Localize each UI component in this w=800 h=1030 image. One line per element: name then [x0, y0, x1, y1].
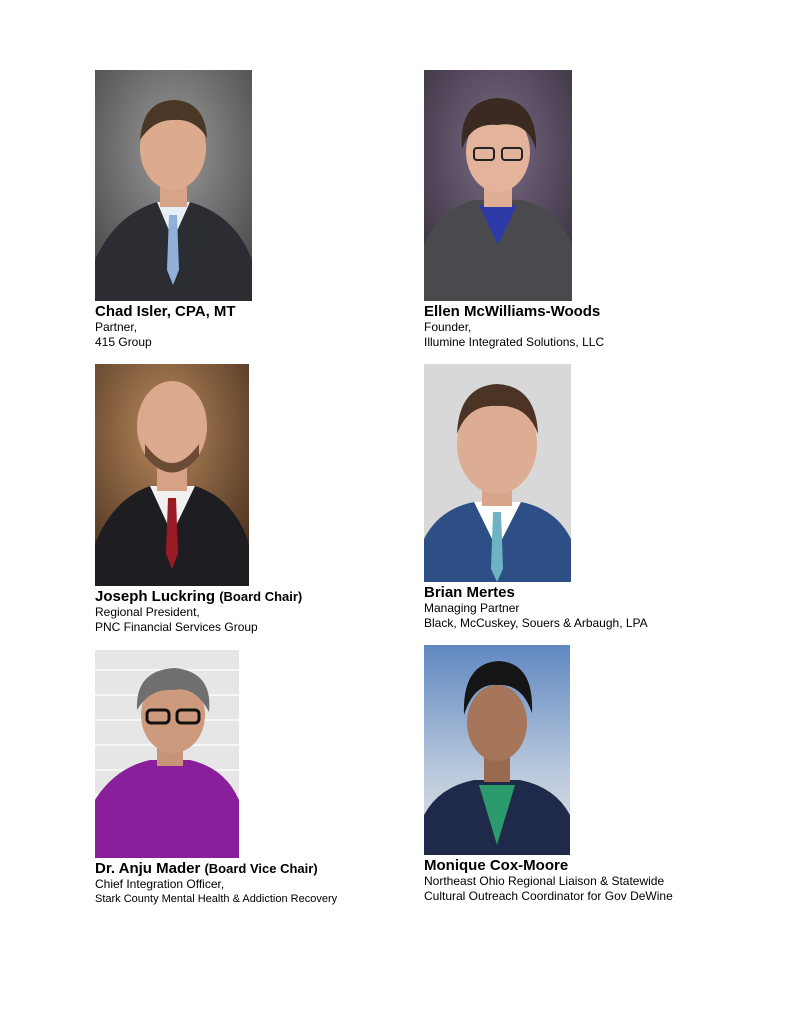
person-role-badge: (Board Chair) — [219, 589, 303, 604]
portrait-photo — [424, 70, 572, 301]
person-card-monique-cox-moore — [424, 645, 673, 904]
person-name — [424, 303, 604, 320]
person-name — [95, 860, 337, 877]
person-name-text: Joseph Luckring — [95, 588, 216, 605]
person-title: Partner, — [95, 320, 138, 334]
person-organization: Black, McCuskey, Souers & Arbaugh, LPA — [424, 616, 648, 630]
person-organization: Illumine Integrated Solutions, LLC — [424, 335, 605, 349]
portrait-photo — [95, 650, 239, 858]
person-name — [95, 303, 252, 320]
person-name-text: Chad Isler, CPA, MT — [95, 303, 236, 320]
portrait-photo — [424, 364, 571, 582]
person-name — [95, 588, 302, 605]
person-name — [424, 584, 648, 601]
person-card-ellen-mcwilliams-woods — [424, 70, 604, 350]
person-title: Northeast Ohio Regional Liaison & Statewide — [424, 874, 665, 888]
person-name-text: Brian Mertes — [424, 584, 515, 601]
person-name-text: Monique Cox-Moore — [424, 857, 569, 874]
person-title: Chief Integration Officer, — [95, 877, 225, 891]
person-card-brian-mertes — [424, 364, 648, 631]
person-name — [424, 857, 673, 874]
person-name-text: Ellen McWilliams-Woods — [424, 303, 601, 320]
person-title: Managing Partner — [424, 601, 520, 615]
person-card-chad-isler — [95, 70, 252, 350]
person-card-joseph-luckring — [95, 364, 302, 635]
person-organization: Cultural Outreach Coordinator for Gov DeWine — [424, 889, 673, 903]
person-organization: PNC Financial Services Group — [95, 620, 258, 634]
person-card-anju-mader — [95, 650, 337, 907]
person-role-badge: (Board Vice Chair) — [204, 861, 318, 876]
person-organization: Stark County Mental Health & Addiction Recovery — [95, 893, 338, 905]
person-organization: 415 Group — [95, 335, 152, 349]
portrait-photo — [95, 70, 252, 301]
person-title: Founder, — [424, 320, 472, 334]
person-title: Regional President, — [95, 605, 200, 619]
portrait-photo — [95, 364, 249, 586]
person-name-text: Dr. Anju Mader — [95, 860, 201, 877]
portrait-photo — [424, 645, 570, 855]
